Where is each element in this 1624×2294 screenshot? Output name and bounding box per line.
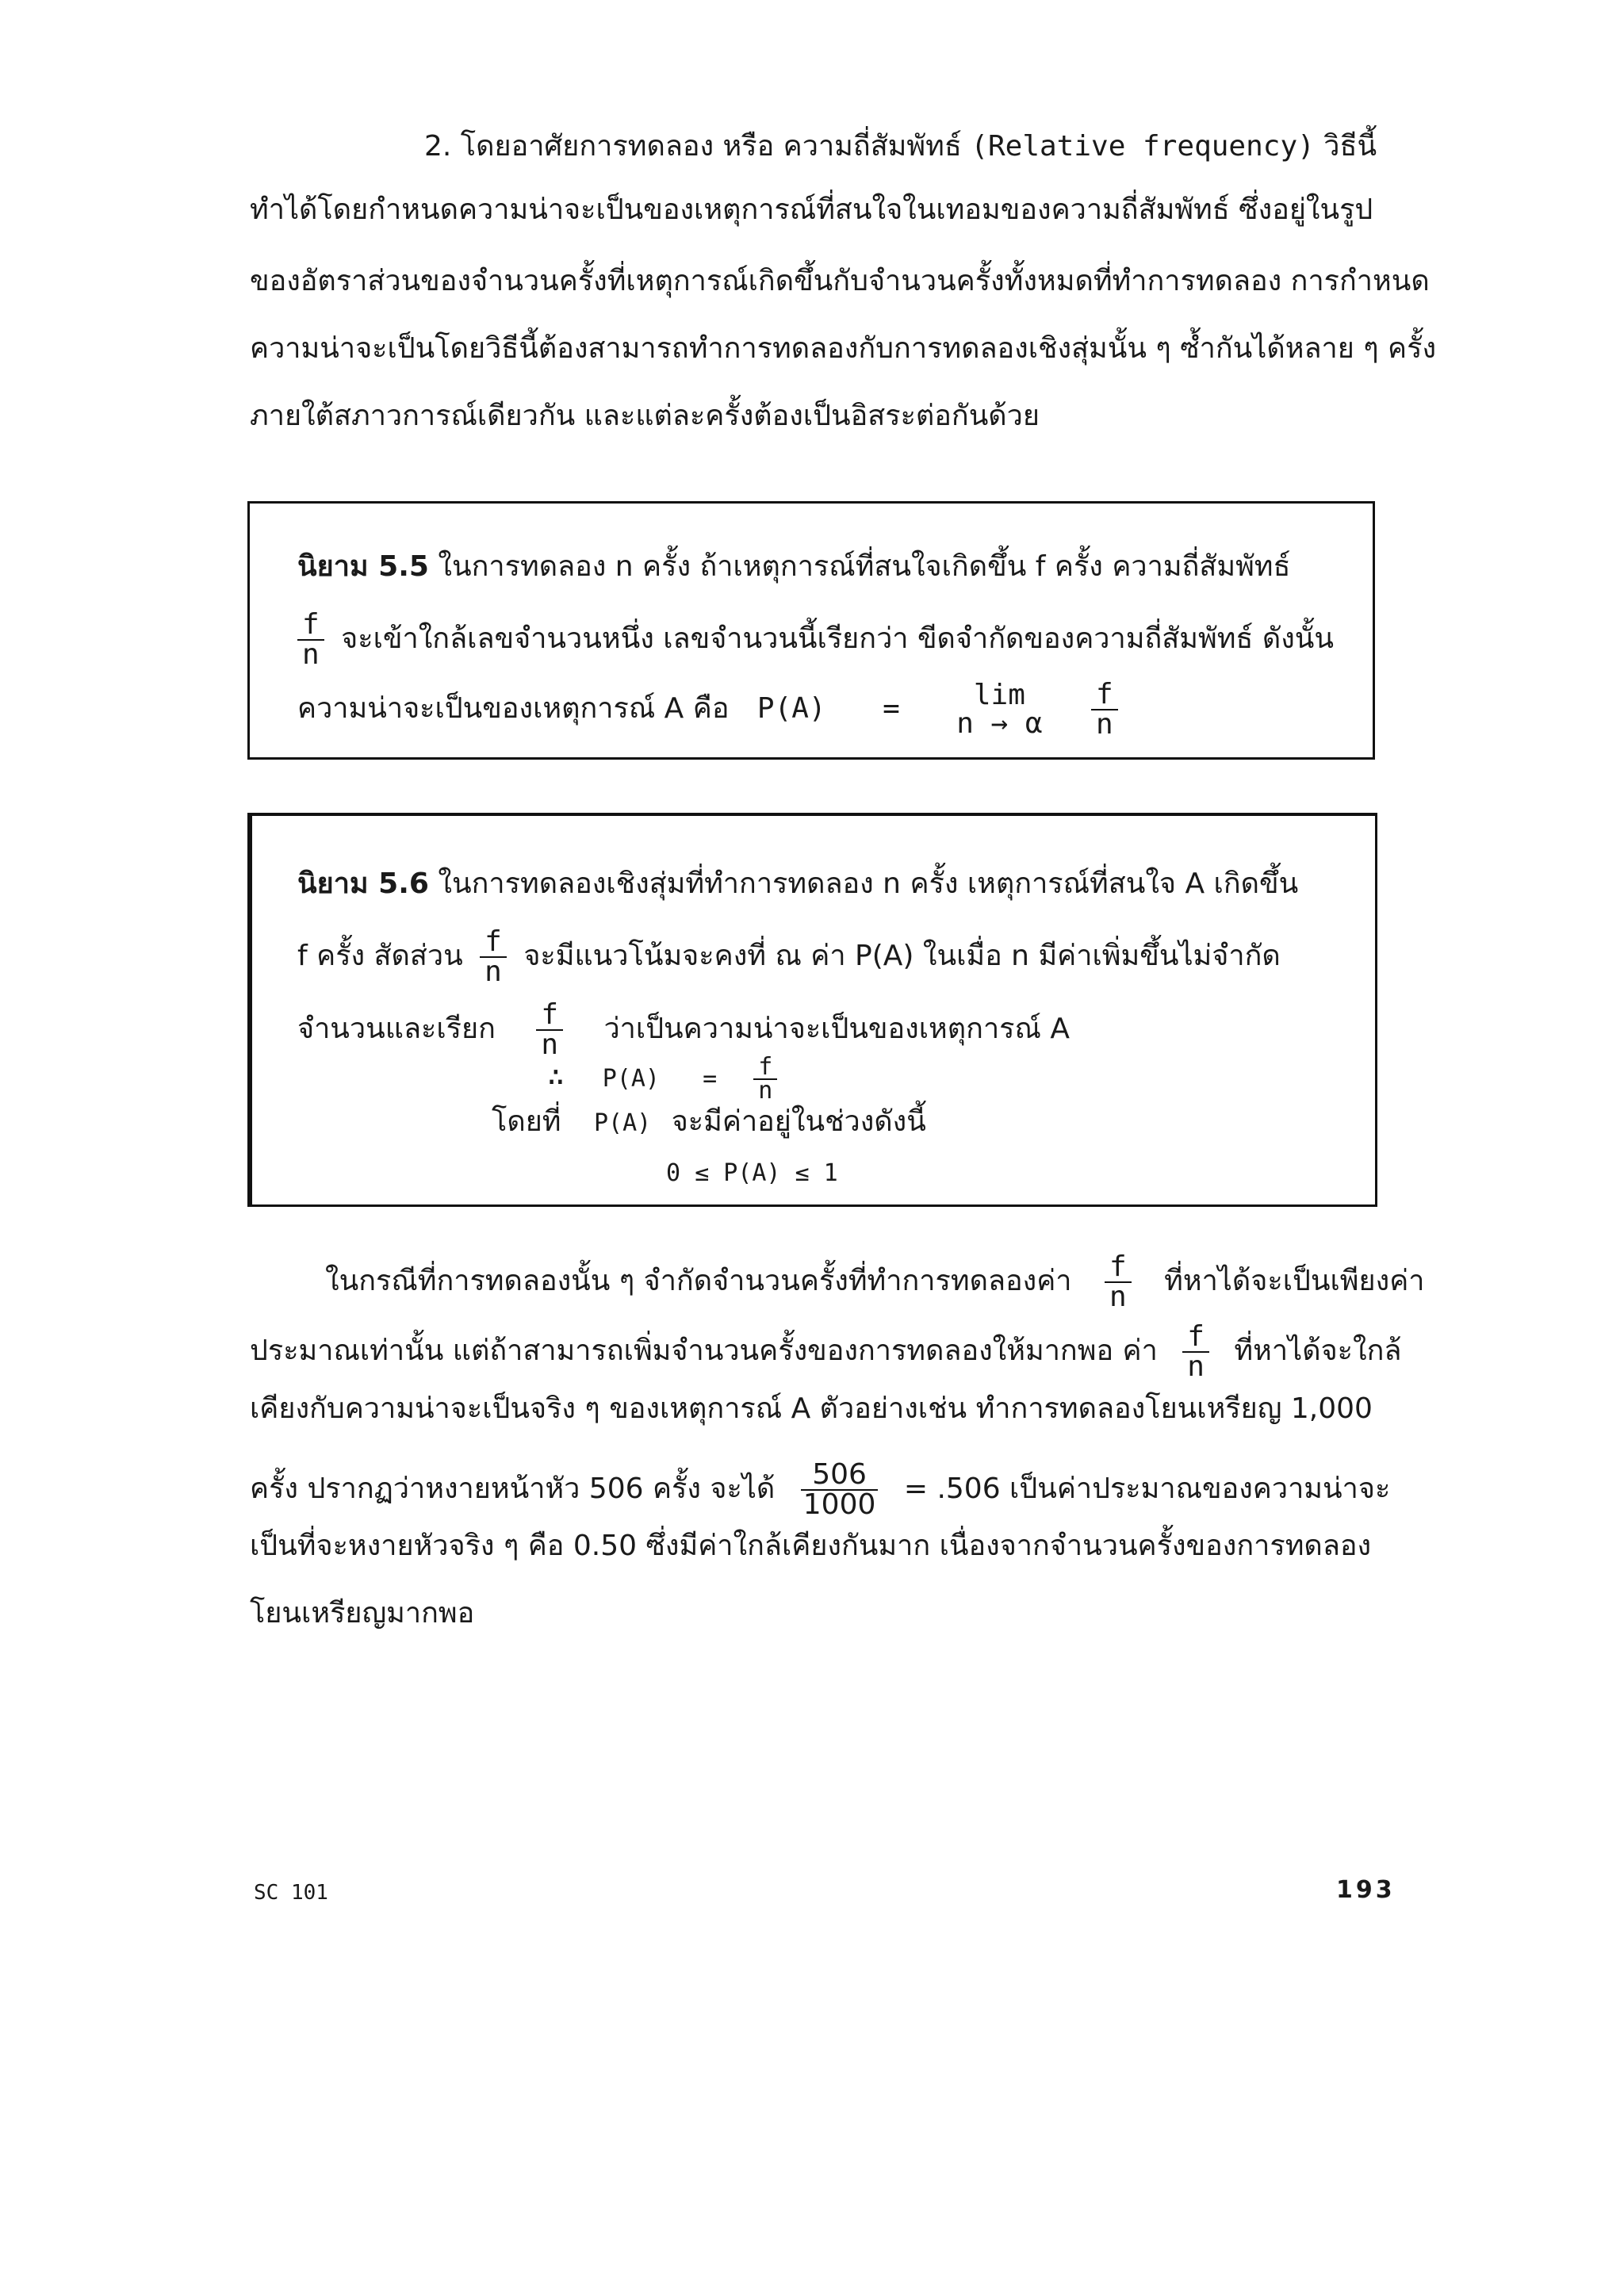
def56-frac1-den: n xyxy=(485,956,502,988)
def56-eq-lhs: P(A) xyxy=(602,1064,660,1093)
def55-line1 xyxy=(297,547,1291,587)
para2-frac1-num: f xyxy=(1105,1253,1132,1283)
def55-label: นิยาม 5.5 xyxy=(297,550,429,583)
para1-line3 xyxy=(250,262,1430,301)
def56-fraction-1 xyxy=(480,925,507,988)
def56-label: นิยาม 5.6 xyxy=(297,867,429,900)
para2-coin-num: 506 xyxy=(801,1461,878,1491)
para1-line4 xyxy=(250,329,1436,369)
para2-coin-den: 1000 xyxy=(802,1488,876,1521)
para2-frac1-den: n xyxy=(1109,1281,1127,1313)
def56-range xyxy=(666,1154,838,1193)
def56-where-var: P(A) xyxy=(594,1109,652,1137)
def55-fraction xyxy=(297,608,324,671)
def55-formula-eq: = xyxy=(883,692,900,725)
para2-line6 xyxy=(250,1594,474,1633)
def56-where-text: จะมีค่าอยู่ในช่วงดังนี้ xyxy=(671,1105,926,1138)
def55-lim-top: lim xyxy=(973,679,1025,711)
para1-line1-end: วิธีนี้ xyxy=(1323,130,1377,163)
para2-l2b: ที่หาได้จะใกล้ xyxy=(1234,1335,1402,1367)
def56-frac1-num: f xyxy=(480,928,507,958)
def55-text1: ในการทดลอง n ครั้ง ถ้าเหตุการณ์ที่สนใจเกิดขึ้น f ครั้ง ความถี่สัมพัทธ์ xyxy=(438,550,1291,583)
para2-l3: เคียงกับความน่าจะเป็นจริง ๆ ของเหตุการณ์ A ตัวอย่างเช่น ทำการทดลองโยนเหรียญ 1,000 xyxy=(250,1392,1373,1425)
para2-line1 xyxy=(325,1250,1425,1313)
def56-eq-fraction xyxy=(753,1053,777,1105)
para2-l4b: = .506 เป็นค่าประมาณของความน่าจะ xyxy=(903,1473,1391,1505)
def55-formula-fraction xyxy=(1091,680,1118,739)
def56-fraction-2 xyxy=(536,998,563,1061)
def55-frac-den: n xyxy=(302,638,320,671)
para1-intro: 2. โดยอาศัยการทดลอง หรือ ความถี่สัมพัทธ์ xyxy=(424,130,962,163)
para2-line2 xyxy=(250,1320,1402,1383)
def56-range-text: 0 ≤ P(A) ≤ 1 xyxy=(666,1159,838,1187)
def55-frac-num: f xyxy=(297,611,324,641)
def56-line2 xyxy=(297,925,1281,988)
def56-text3b: ว่าเป็นความน่าจะเป็นของเหตุการณ์ A xyxy=(603,1013,1070,1045)
def56-text3a: จำนวนและเรียก xyxy=(297,1013,496,1045)
def56-where-label: โดยที่ xyxy=(492,1105,561,1138)
para1-line2 xyxy=(250,190,1392,230)
para1-line1 xyxy=(424,127,1377,167)
para2-l1b: ที่หาได้จะเป็นเพียงค่า xyxy=(1164,1265,1425,1297)
para1-line5 xyxy=(250,396,1040,436)
def56-line3 xyxy=(297,998,1070,1061)
def55-text2: จะเข้าใกล้เลขจำนวนหนึ่ง เลขจำนวนนี้เรียกว่า ขีดจำกัดของความถี่สัมพัทธ์ ดังนั้น xyxy=(341,622,1335,655)
footer-page-number: 193 xyxy=(1336,1876,1396,1904)
def55-limit xyxy=(956,681,1042,738)
para1-text-4: ความน่าจะเป็นโดยวิธีนี้ต้องสามารถทำการทดลองกับการทดลองเชิงสุ่มนั้น ๆ ซ้ำกันได้หลาย ๆ ครั้ง xyxy=(250,332,1437,365)
def55-lim-bottom: n → α xyxy=(956,707,1043,740)
para2-l1a: ในกรณีที่การทดลองนั้น ๆ จำกัดจำนวนครั้งที่ทำการทดลองค่า xyxy=(325,1265,1072,1297)
def55-line2 xyxy=(297,608,1335,671)
para2-line4 xyxy=(250,1458,1391,1521)
para2-fraction-2 xyxy=(1182,1320,1209,1383)
def56-eq-num: f xyxy=(753,1056,777,1080)
para2-frac2-num: f xyxy=(1182,1323,1209,1353)
def56-text2a: f ครั้ง สัดส่วน xyxy=(297,940,463,972)
def56-line1 xyxy=(297,864,1298,904)
relative-frequency-term: (Relative frequency) xyxy=(971,130,1315,163)
footer-course-code: SC 101 xyxy=(254,1881,328,1905)
para2-l2a: ประมาณเท่านั้น แต่ถ้าสามารถเพิ่มจำนวนครั้งของการทดลองให้มากพอ ค่า xyxy=(250,1335,1158,1367)
def56-where-line xyxy=(492,1102,926,1143)
def56-eq-den: n xyxy=(758,1077,773,1105)
para2-l6: โยนเหรียญมากพอ xyxy=(250,1597,475,1630)
def55-text3: ความน่าจะเป็นของเหตุการณ์ A คือ xyxy=(297,692,730,725)
def55-formula-den: n xyxy=(1096,708,1113,741)
para2-l4a: ครั้ง ปรากฏว่าหงายหน้าหัว 506 ครั้ง จะได้ xyxy=(250,1473,776,1505)
def56-frac2-den: n xyxy=(541,1028,559,1061)
therefore-symbol: ∴ xyxy=(547,1060,565,1093)
para2-l5: เป็นที่จะหงายหัวจริง ๆ คือ 0.50 ซึ่งมีค่าใกล้เคียงกันมาก เนื่องจากจำนวนครั้งของการทดลอง xyxy=(250,1530,1372,1562)
para2-line3 xyxy=(250,1389,1373,1429)
para2-frac2-den: n xyxy=(1187,1350,1205,1383)
def55-formula-lhs: P(A) xyxy=(756,692,826,725)
def55-line3 xyxy=(297,680,1126,739)
para2-fraction-coin xyxy=(799,1458,881,1521)
def56-text1: ในการทดลองเชิงสุ่มที่ทำการทดลอง n ครั้ง เหตุการณ์ที่สนใจ A เกิดขึ้น xyxy=(438,867,1299,900)
def55-formula-num: f xyxy=(1091,680,1118,710)
para2-line5 xyxy=(250,1526,1371,1566)
para1-text-3: ของอัตราส่วนของจำนวนครั้งที่เหตุการณ์เกิดขึ้นกับจำนวนครั้งทั้งหมดที่ทำการทดลอง การกำหนด xyxy=(250,265,1430,297)
def56-frac2-num: f xyxy=(536,1001,563,1031)
para1-text-2: ทำได้โดยกำหนดความน่าจะเป็นของเหตุการณ์ที่สนใจในเทอมของความถี่สัมพัทธ์ ซึ่งอยู่ในรูป xyxy=(250,193,1373,226)
para2-fraction-1 xyxy=(1105,1250,1132,1313)
def56-text2b: จะมีแนวโน้มจะคงที่ ณ ค่า P(A) ในเมื่อ n มีค่าเพิ่มขึ้นไม่จำกัด xyxy=(523,940,1281,972)
def56-equation xyxy=(547,1053,785,1105)
def56-eq-sign: = xyxy=(703,1064,718,1093)
para1-text-5: ภายใต้สภาวการณ์เดียวกัน และแต่ละครั้งต้องเป็นอิสระต่อกันด้วย xyxy=(250,400,1040,432)
